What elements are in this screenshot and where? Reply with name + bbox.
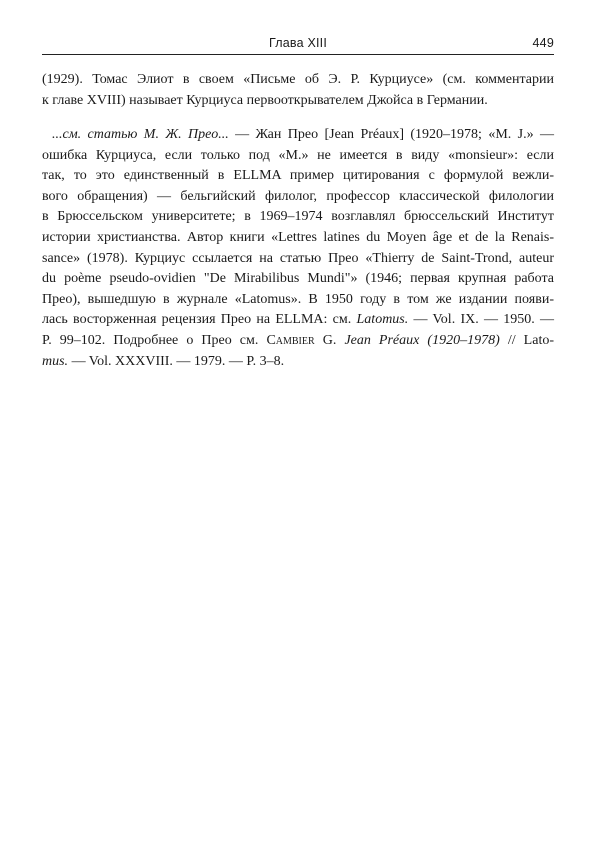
text-line: вого обращения) — бельгийский филолог, профессор классической филологии xyxy=(42,188,554,204)
text-line xyxy=(42,352,554,373)
chapter-title: Глава XIII xyxy=(269,36,327,50)
text-line xyxy=(42,331,554,352)
text-span: — Жан Прео [Jean Préaux] (1920–1978; «M. J.» — xyxy=(228,127,555,142)
text-span: — Vol. XXXVIII. — 1979. — P. 3–8. xyxy=(68,353,285,369)
text-line xyxy=(42,125,554,146)
text-line: (1929). Томас Элиот в своем «Письме об Э. Р. Курциусе» (см. комментарии xyxy=(42,72,554,87)
text-span: // Lato- xyxy=(499,332,555,348)
text-line: ошибка Курциуса, если только под «M.» не имеется в виду «monsieur»: если xyxy=(42,147,554,163)
article-title: Jean Préaux (1920–1978) xyxy=(344,332,500,348)
paragraph-commentary xyxy=(42,125,554,372)
author-name: Cambier G. xyxy=(266,332,337,348)
text-line: истории христианства. Автор книги «Lettres latines du Moyen âge et de la Renais- xyxy=(42,229,554,245)
text-line: так, то это единственный в ELLMA пример цитирования с формулой вежли- xyxy=(42,168,554,184)
text-line xyxy=(42,310,554,331)
lemma-reference: ...см. статью М. Ж. Прео... xyxy=(52,127,229,142)
journal-title: Latomus. xyxy=(356,312,409,328)
text-span: — Vol. IX. — 1950. — xyxy=(408,312,554,328)
text-span: лась восторженная рецензия Прео на ELLMA: см. xyxy=(42,312,357,328)
running-header xyxy=(42,34,554,55)
text-line: sance» (1978). Курциус ссылается на статью Прео «Thierry de Saint-Trond, auteur xyxy=(42,250,554,266)
text-line: Прео), вышедшую в журнале «Latomus». В 1950 году в том же издании появи- xyxy=(42,291,554,307)
text-span: P. 99–102. Подробнее о Прео см. xyxy=(42,332,267,348)
text-line: в Брюссельском университете; в 1969–1974 возглавлял брюссельский Институт xyxy=(42,209,554,225)
text-line: du poème pseudo-ovidien "De Mirabilibus Mundi"» (1946; первая крупная работа xyxy=(42,271,554,287)
paragraph-intro xyxy=(42,70,554,111)
page-number: 449 xyxy=(532,36,554,50)
text-line: к главе XVIII) называет Курциуса первооткрывателем Джойса в Германии. xyxy=(42,92,488,108)
journal-title: mus. xyxy=(42,353,69,369)
